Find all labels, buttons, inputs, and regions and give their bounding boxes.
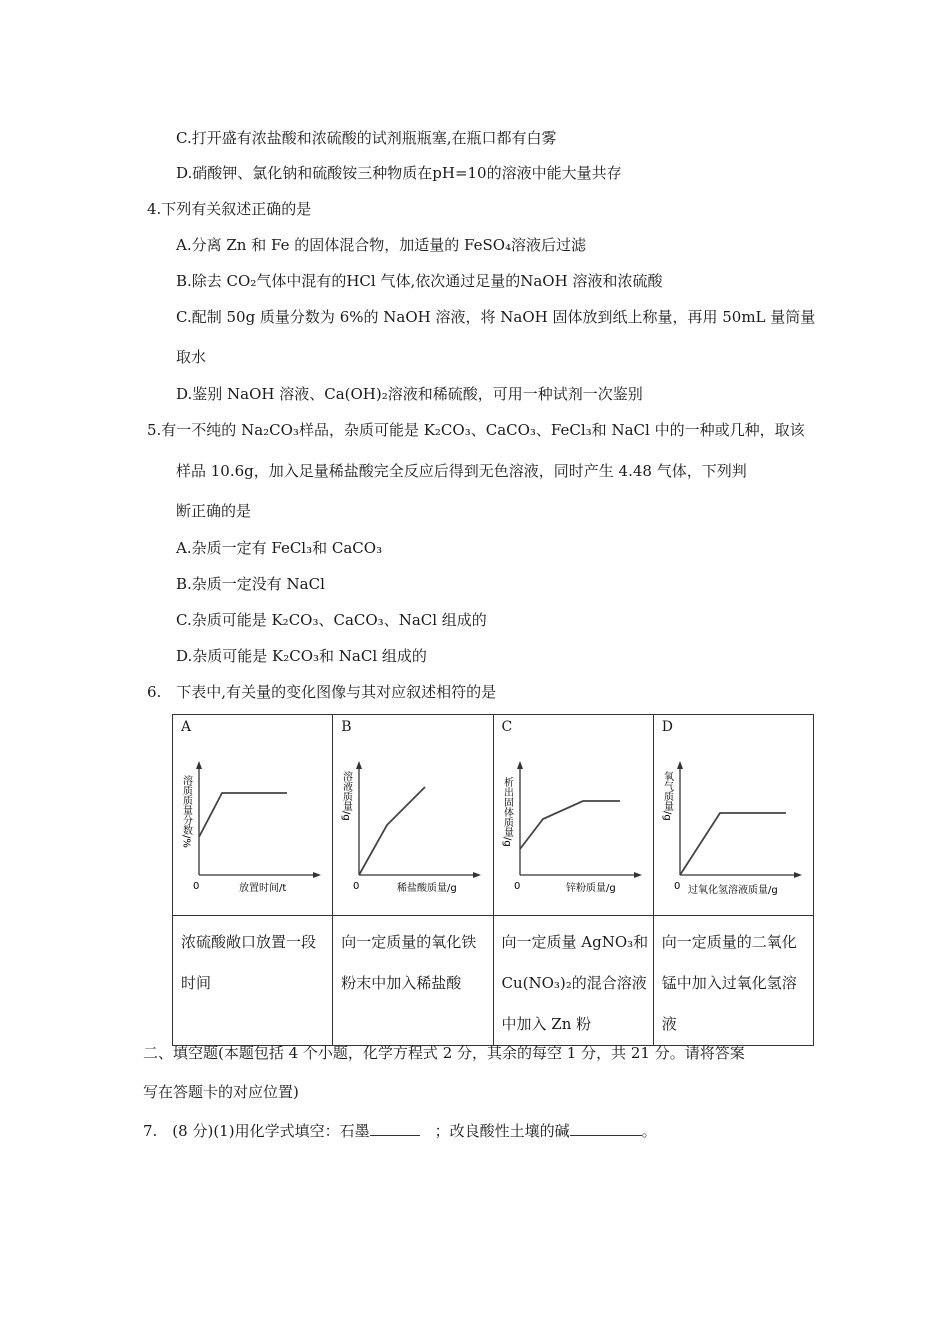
graph-cell-d <box>653 715 813 916</box>
graph-a-ylabel: 溶质质量分数/% <box>180 775 192 848</box>
line-q6: 6. 下表中,有关量的变化图像与其对应叙述相符的是 <box>147 683 497 701</box>
line-q5c: C.杂质可能是 K₂CO₃、CaCO₃、NaCl 组成的 <box>176 611 487 629</box>
line-q4: 4.下列有关叙述正确的是 <box>147 200 312 218</box>
desc-cell-c <box>493 916 653 1046</box>
graph-b-xlabel: 稀盐酸质量/g <box>397 883 457 894</box>
answer-blank-graphite[interactable] <box>370 1121 420 1136</box>
line-q5b: B.杂质一定没有 NaCl <box>176 575 325 593</box>
line-q4a: A.分离 Zn 和 Fe 的固体混合物，加适量的 FeSO₄溶液后过滤 <box>176 236 587 254</box>
line-q4c2: 取水 <box>176 348 207 366</box>
graph-d-ylabel: 氧气质量/g <box>661 771 673 821</box>
option-letter-a: A <box>181 719 192 735</box>
line-q7 <box>143 1121 657 1141</box>
answer-blank-base[interactable] <box>570 1121 642 1136</box>
line-q3d: D.硝酸钾、氯化钠和硫酸铵三种物质在pH=10的溶液中能大量共存 <box>176 164 622 182</box>
line-q4c1: C.配制 50g 质量分数为 6%的 NaOH 溶液，将 NaOH 固体放到纸上称量，再用 50mL 量筒量 <box>176 308 816 326</box>
graph-b <box>337 737 487 905</box>
line-q5d: D.杂质可能是 K₂CO₃和 NaCl 组成的 <box>176 647 427 665</box>
graph-b-origin: 0 <box>353 881 360 892</box>
graph-a-origin: 0 <box>193 881 200 892</box>
option-letter-d: D <box>661 719 673 735</box>
graph-d-origin: 0 <box>673 881 681 892</box>
desc-cell-a <box>173 916 333 1046</box>
option-desc-a: 浓硫酸敞口放置一段时间 <box>181 933 317 992</box>
desc-cell-d <box>653 916 813 1046</box>
graph-a-xlabel: 放置时间/t <box>239 883 287 894</box>
option-desc-d: 向一定质量的二氧化锰中加入过氧化氢溶液 <box>661 933 797 1033</box>
line-section2-1: 二、填空题(本题包括 4 个小题，化学方程式 2 分，其余的每空 1 分，共 21 分。请将答案 <box>143 1044 745 1062</box>
graph-c <box>498 737 648 905</box>
graph-b-ylabel: 溶液质量/g <box>340 771 352 821</box>
line-q4b: B.除去 CO₂气体中混有的HCl 气体,依次通过足量的NaOH 溶液和浓硫酸 <box>176 272 663 290</box>
option-letter-b: B <box>341 719 352 735</box>
q7-end: 。 <box>641 1122 657 1140</box>
q7-prefix: 7. (8 分)(1)用化学式填空：石墨 <box>143 1122 370 1140</box>
graph-d-xlabel: 过氧化氢溶液质量/g <box>687 885 778 896</box>
graph-c-origin: 0 <box>513 881 520 892</box>
line-q4d: D.鉴别 NaOH 溶液、Ca(OH)₂溶液和稀硫酸，可用一种试剂一次鉴别 <box>176 385 643 403</box>
option-desc-c: 向一定质量 AgNO₃和 Cu(NO₃)₂的混合溶液中加入 Zn 粉 <box>501 933 649 1033</box>
line-q5-2: 样品 10.6g，加入足量稀盐酸完全反应后得到无色溶液，同时产生 4.48 气体，下列判 <box>176 462 747 480</box>
option-letter-c: C <box>501 719 513 735</box>
graph-cell-c <box>493 715 653 916</box>
graph-c-ylabel: 析出固体质量/g <box>501 777 512 847</box>
graph-d <box>658 737 826 905</box>
line-q5-1: 5.有一不纯的 Na₂CO₃样品，杂质可能是 K₂CO₃、CaCO₃、FeCl₃和 NaCl 中的一种或几种，取该 <box>147 421 805 439</box>
line-q5a: A.杂质一定有 FeCl₃和 CaCO₃ <box>176 539 383 557</box>
desc-cell-b <box>333 916 493 1046</box>
graph-c-xlabel: 锌粉质量/g <box>565 883 616 894</box>
line-section2-2: 写在答题卡的对应位置) <box>143 1083 299 1101</box>
q7-middle: ；改良酸性土壤的碱 <box>419 1122 570 1140</box>
graph-a <box>177 737 327 905</box>
graph-cell-b <box>333 715 493 916</box>
line-q5-3: 断正确的是 <box>176 502 252 520</box>
option-desc-b: 向一定质量的氧化铁粉末中加入稀盐酸 <box>341 933 477 992</box>
line-q3c: C.打开盛有浓盐酸和浓硫酸的试剂瓶瓶塞,在瓶口都有白雾 <box>176 129 557 147</box>
question-6-table <box>172 714 814 1046</box>
graph-cell-a <box>173 715 333 916</box>
